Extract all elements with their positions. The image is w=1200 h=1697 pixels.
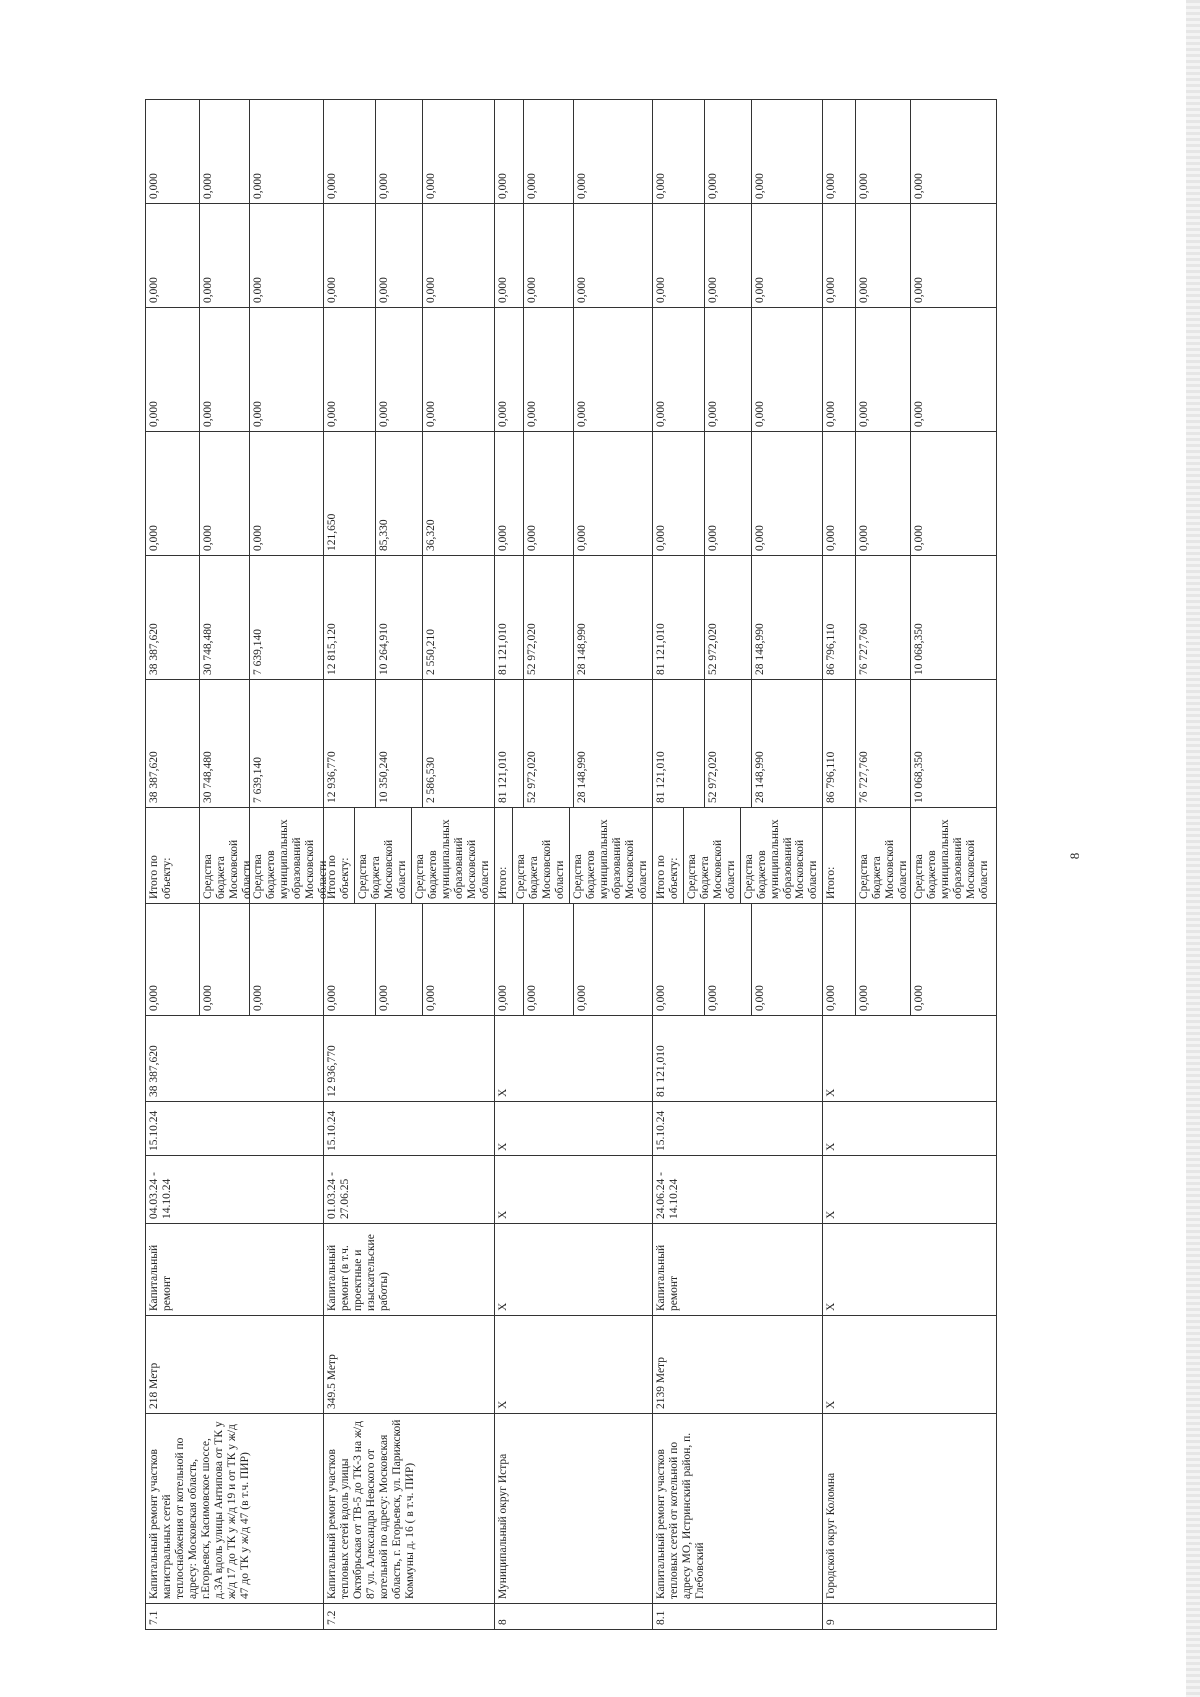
funding-subrow-value: 0,000 xyxy=(654,525,667,551)
funding-source-cell xyxy=(652,808,823,904)
funding-subrow-value: 28 148,990 xyxy=(751,556,822,679)
completion-date-cell: X xyxy=(494,1102,652,1156)
funding-subrow-value: 0,000 xyxy=(523,204,573,307)
funding-subrow-value: Итого по объекту: xyxy=(654,855,680,899)
funding-subrow-value: Средства бюджетов муниципальных образований Московской области xyxy=(910,808,997,903)
amount-2027-cell xyxy=(324,204,495,308)
funding-subrow-value: 0,000 xyxy=(496,173,509,199)
funding-subrow-value: 36,320 xyxy=(422,432,493,555)
total-cost-cell: 12 936,770 xyxy=(324,1016,495,1102)
amount-2024-cell xyxy=(823,556,997,680)
funding-subrow-value: 0,000 xyxy=(855,308,910,431)
funding-subrow-value: 52 972,020 xyxy=(704,680,752,807)
completion-date-cell: X xyxy=(823,1102,997,1156)
zero-value-cell xyxy=(324,904,495,1016)
funding-subrow-value: 10 350,240 xyxy=(375,680,423,807)
funding-subrow-value: Средства бюджета Московской области xyxy=(855,808,910,903)
funding-subrow-value: 0,000 xyxy=(825,173,838,199)
work-type-cell: Капитальный ремонт xyxy=(652,1224,823,1316)
funding-source-cell xyxy=(146,808,329,904)
funding-subrow-value: 2 586,530 xyxy=(422,680,493,807)
funding-subrow-value: Средства бюджетов муниципальных образований Московской области xyxy=(249,808,323,903)
funding-subrow-value: 0,000 xyxy=(148,173,160,199)
funding-subrow-value: 10 068,350 xyxy=(910,556,997,679)
funding-subrow-value: 0,000 xyxy=(910,432,997,555)
rotated-table-wrapper xyxy=(145,100,990,1630)
amount-2025-cell xyxy=(494,432,652,556)
work-type-cell: Капитальный ремонт xyxy=(146,1224,324,1316)
funding-subrow-value: 0,000 xyxy=(654,401,667,427)
amount-2025-cell xyxy=(652,432,823,556)
funding-subrow-value: 0,000 xyxy=(704,308,752,431)
length-cell: X xyxy=(823,1316,997,1414)
funding-subrow-value: 0,000 xyxy=(249,100,323,203)
funding-subrow-value: 10 264,910 xyxy=(375,556,423,679)
amount-2024-cell xyxy=(324,556,495,680)
funding-subrow-value: 38 387,620 xyxy=(148,623,160,675)
funding-source-cell xyxy=(823,808,997,904)
amount-2024-cell xyxy=(494,556,652,680)
funding-subrow-value: 0,000 xyxy=(375,904,423,1015)
funding-subrow-value: 0,000 xyxy=(148,277,160,303)
amount-2028-cell xyxy=(494,100,652,204)
funding-subrow-value: 0,000 xyxy=(523,904,573,1015)
zero-value-cell xyxy=(823,904,997,1016)
amount-2028-cell xyxy=(324,100,495,204)
funding-subrow-value: 0,000 xyxy=(751,904,822,1015)
funding-subrow-value: Средства бюджета Московской области xyxy=(512,808,569,903)
funding-subrow-value: 81 121,010 xyxy=(496,751,509,803)
funding-subrow-value: 0,000 xyxy=(249,204,323,307)
object-name: Капитальный ремонт участков тепловых сетей вдоль улицы Октябрьская от ТВ-5 до ТК-3 на ж/д 87 ул. Александра Невского от котельной по адресу: Московская область, г. Егорьевск, ул. Парижской Коммуны д. 16 ( в т.ч. ПИР) xyxy=(324,1414,495,1604)
funding-subrow-value: Итого: xyxy=(496,866,509,899)
funding-subrow-value: 10 068,350 xyxy=(910,680,997,807)
period-cell: 01.03.24 - 27.06.25 xyxy=(324,1156,495,1224)
funding-subrow-value: 0,000 xyxy=(523,100,573,203)
length-cell: 349.5 Метр xyxy=(324,1316,495,1414)
object-name: Муниципальный округ Истра xyxy=(494,1414,652,1604)
zero-value-cell xyxy=(494,904,652,1016)
amount-total-cell xyxy=(494,680,652,808)
funding-subrow-value: Средства бюджетов муниципальных образований Московской области xyxy=(740,808,823,903)
funding-subrow-value: 0,000 xyxy=(375,308,423,431)
amount-2027-cell xyxy=(494,204,652,308)
funding-subrow-value: 0,000 xyxy=(326,401,338,427)
funding-subrow-value: 0,000 xyxy=(496,525,509,551)
funding-subrow-value: 30 748,480 xyxy=(199,556,249,679)
funding-subrow-value: 0,000 xyxy=(573,100,651,203)
amount-2026-cell xyxy=(494,308,652,432)
funding-subrow-value: 85,330 xyxy=(375,432,423,555)
funding-subrow-value: 76 727,760 xyxy=(855,556,910,679)
funding-subrow-value: 0,000 xyxy=(199,432,249,555)
amount-2026-cell xyxy=(652,308,823,432)
funding-subrow-value: 81 121,010 xyxy=(654,751,667,803)
funding-subrow-value: Итого: xyxy=(825,866,838,899)
amount-2028-cell xyxy=(146,100,324,204)
total-cost-cell: X xyxy=(494,1016,652,1102)
work-type-cell: X xyxy=(823,1224,997,1316)
amount-2027-cell xyxy=(823,204,997,308)
amount-2026-cell xyxy=(823,308,997,432)
amount-2027-cell xyxy=(652,204,823,308)
table-body xyxy=(146,100,997,1630)
funding-subrow-value: 0,000 xyxy=(825,525,838,551)
funding-subrow-value: 0,000 xyxy=(751,100,822,203)
funding-subrow-value: 0,000 xyxy=(148,401,160,427)
funding-subrow-value: Средства бюджетов муниципальных образований Московской области xyxy=(411,808,494,903)
length-cell: X xyxy=(494,1316,652,1414)
funding-subrow-value: 0,000 xyxy=(326,277,338,303)
work-type-cell: X xyxy=(494,1224,652,1316)
funding-subrow-value: 0,000 xyxy=(751,432,822,555)
funding-subrow-value: 0,000 xyxy=(855,432,910,555)
period-cell: 24.06.24 - 14.10.24 xyxy=(652,1156,823,1224)
amount-total-cell xyxy=(823,680,997,808)
funding-subrow-value: 81 121,010 xyxy=(654,623,667,675)
funding-subrow-value: 7 639,140 xyxy=(249,680,323,807)
amount-2025-cell xyxy=(146,432,324,556)
funding-subrow-value: 0,000 xyxy=(855,204,910,307)
period-cell: X xyxy=(494,1156,652,1224)
period-cell: X xyxy=(823,1156,997,1224)
funding-subrow-value: 0,000 xyxy=(422,204,493,307)
amount-2026-cell xyxy=(146,308,324,432)
funding-subrow-value: 0,000 xyxy=(496,985,509,1011)
amount-2026-cell xyxy=(324,308,495,432)
funding-subrow-value: 0,000 xyxy=(148,985,160,1011)
funding-subrow-value: 12 815,120 xyxy=(326,623,338,675)
completion-date-cell: 15.10.24 xyxy=(324,1102,495,1156)
amount-total-cell xyxy=(324,680,495,808)
table-row xyxy=(146,100,324,1630)
funding-subrow-value: 30 748,480 xyxy=(199,680,249,807)
row-number: 7.1 xyxy=(146,1604,324,1630)
funding-subrow-value: 0,000 xyxy=(573,432,651,555)
funding-subrow-value: 52 972,020 xyxy=(523,680,573,807)
funding-subrow-value: 86 796,110 xyxy=(825,623,838,675)
amount-2025-cell xyxy=(324,432,495,556)
funding-subrow-value: Средства бюджета Московской области xyxy=(354,808,411,903)
funding-subrow-value: 81 121,010 xyxy=(496,623,509,675)
funding-source-cell xyxy=(324,808,495,904)
funding-subrow-value: 0,000 xyxy=(704,432,752,555)
funding-subrow-value: 0,000 xyxy=(375,100,423,203)
funding-subrow-value: 0,000 xyxy=(199,904,249,1015)
amount-2024-cell xyxy=(146,556,324,680)
funding-subrow-value: 0,000 xyxy=(855,904,910,1015)
funding-subrow-value: 0,000 xyxy=(375,204,423,307)
total-cost-cell: 81 121,010 xyxy=(652,1016,823,1102)
object-name: Капитальный ремонт участков тепловых сетей от котельной по адресу МО, Истринский район, п. Глебовский xyxy=(652,1414,823,1604)
table-row xyxy=(652,100,823,1630)
object-name: Городской округ Коломна xyxy=(823,1414,997,1604)
funding-subrow-value: 0,000 xyxy=(825,985,838,1011)
funding-subrow-value: 0,000 xyxy=(199,308,249,431)
funding-subrow-value: 0,000 xyxy=(496,277,509,303)
funding-subrow-value: 0,000 xyxy=(654,277,667,303)
funding-subrow-value: 0,000 xyxy=(751,308,822,431)
amount-2028-cell xyxy=(652,100,823,204)
funding-subrow-value: 0,000 xyxy=(148,525,160,551)
funding-table xyxy=(145,99,997,1630)
funding-subrow-value: 76 727,760 xyxy=(855,680,910,807)
funding-subrow-value: 28 148,990 xyxy=(751,680,822,807)
funding-subrow-value: 0,000 xyxy=(422,904,493,1015)
row-number: 8.1 xyxy=(652,1604,823,1630)
funding-subrow-value: 0,000 xyxy=(249,432,323,555)
funding-subrow-value: 0,000 xyxy=(249,904,323,1015)
funding-subrow-value: 0,000 xyxy=(855,100,910,203)
row-number: 9 xyxy=(823,1604,997,1630)
funding-subrow-value: 52 972,020 xyxy=(523,556,573,679)
row-number: 7.2 xyxy=(324,1604,495,1630)
funding-subrow-value: 0,000 xyxy=(704,100,752,203)
scan-edge-strip xyxy=(1186,0,1200,1697)
funding-subrow-value: 0,000 xyxy=(825,401,838,427)
funding-subrow-value: Итого по объекту: xyxy=(148,855,173,899)
funding-subrow-value: 0,000 xyxy=(704,204,752,307)
funding-subrow-value: 38 387,620 xyxy=(148,751,160,803)
funding-subrow-value: 0,000 xyxy=(199,204,249,307)
object-name: Капитальный ремонт участков магистральных сетей теплоснабжения от котельной по адресу: Московская область, г.Егорьевск, Касимовское шоссе, д.3А вдоль улицы Антипова от ТК у ж/д 17 до ТК у ж/д 19 и от ТК у ж/д 47 до ТК у ж/д 47 (в т.ч. ПИР) xyxy=(146,1414,324,1604)
funding-subrow-value: 12 936,770 xyxy=(326,751,338,803)
completion-date-cell: 15.10.24 xyxy=(146,1102,324,1156)
funding-source-cell xyxy=(494,808,652,904)
funding-subrow-value: 2 550,210 xyxy=(422,556,493,679)
funding-subrow-value: 0,000 xyxy=(326,173,338,199)
funding-subrow-value: 0,000 xyxy=(422,308,493,431)
funding-subrow-value: Средства бюджета Московской области xyxy=(199,808,249,903)
funding-subrow-value: 0,000 xyxy=(496,401,509,427)
funding-subrow-value: 0,000 xyxy=(825,277,838,303)
amount-total-cell xyxy=(652,680,823,808)
funding-subrow-value: 121,650 xyxy=(326,513,338,551)
funding-subrow-value: 0,000 xyxy=(573,904,651,1015)
funding-subrow-value: 0,000 xyxy=(910,904,997,1015)
funding-subrow-value: 7 639,140 xyxy=(249,556,323,679)
funding-subrow-value: 28 148,990 xyxy=(573,556,651,679)
table-row xyxy=(823,100,997,1630)
funding-subrow-value: 0,000 xyxy=(654,985,667,1011)
amount-2025-cell xyxy=(823,432,997,556)
funding-subrow-value: 0,000 xyxy=(573,308,651,431)
amount-2027-cell xyxy=(146,204,324,308)
funding-subrow-value: 0,000 xyxy=(422,100,493,203)
funding-subrow-value: 0,000 xyxy=(326,985,338,1011)
table-row xyxy=(494,100,652,1630)
funding-subrow-value: 0,000 xyxy=(910,100,997,203)
total-cost-cell: X xyxy=(823,1016,997,1102)
row-number: 8 xyxy=(494,1604,652,1630)
zero-value-cell xyxy=(146,904,324,1016)
zero-value-cell xyxy=(652,904,823,1016)
length-cell: 2139 Метр xyxy=(652,1316,823,1414)
work-type-cell: Капитальный ремонт (в т.ч. проектные и изыскательские работы) xyxy=(324,1224,495,1316)
amount-2028-cell xyxy=(823,100,997,204)
length-cell: 218 Метр xyxy=(146,1316,324,1414)
funding-subrow-value: Средства бюджетов муниципальных образований Московской области xyxy=(569,808,652,903)
funding-subrow-value: 0,000 xyxy=(704,904,752,1015)
funding-subrow-value: 0,000 xyxy=(654,173,667,199)
period-cell: 04.03.24 - 14.10.24 xyxy=(146,1156,324,1224)
funding-subrow-value: 0,000 xyxy=(573,204,651,307)
amount-total-cell xyxy=(146,680,324,808)
funding-subrow-value: 0,000 xyxy=(910,204,997,307)
amount-2024-cell xyxy=(652,556,823,680)
funding-subrow-value: 0,000 xyxy=(199,100,249,203)
funding-subrow-value: 0,000 xyxy=(910,308,997,431)
funding-subrow-value: 52 972,020 xyxy=(704,556,752,679)
table-row xyxy=(324,100,495,1630)
funding-subrow-value: 28 148,990 xyxy=(573,680,651,807)
funding-subrow-value: 0,000 xyxy=(751,204,822,307)
page-number: 8 xyxy=(1067,852,1082,860)
funding-subrow-value: Средства бюджета Московской области xyxy=(683,808,740,903)
funding-subrow-value: Итого по объекту: xyxy=(326,855,351,899)
total-cost-cell: 38 387,620 xyxy=(146,1016,324,1102)
funding-subrow-value: 0,000 xyxy=(523,308,573,431)
funding-subrow-value: 0,000 xyxy=(523,432,573,555)
completion-date-cell: 15.10.24 xyxy=(652,1102,823,1156)
funding-subrow-value: 86 796,110 xyxy=(825,751,838,803)
funding-subrow-value: 0,000 xyxy=(249,308,323,431)
